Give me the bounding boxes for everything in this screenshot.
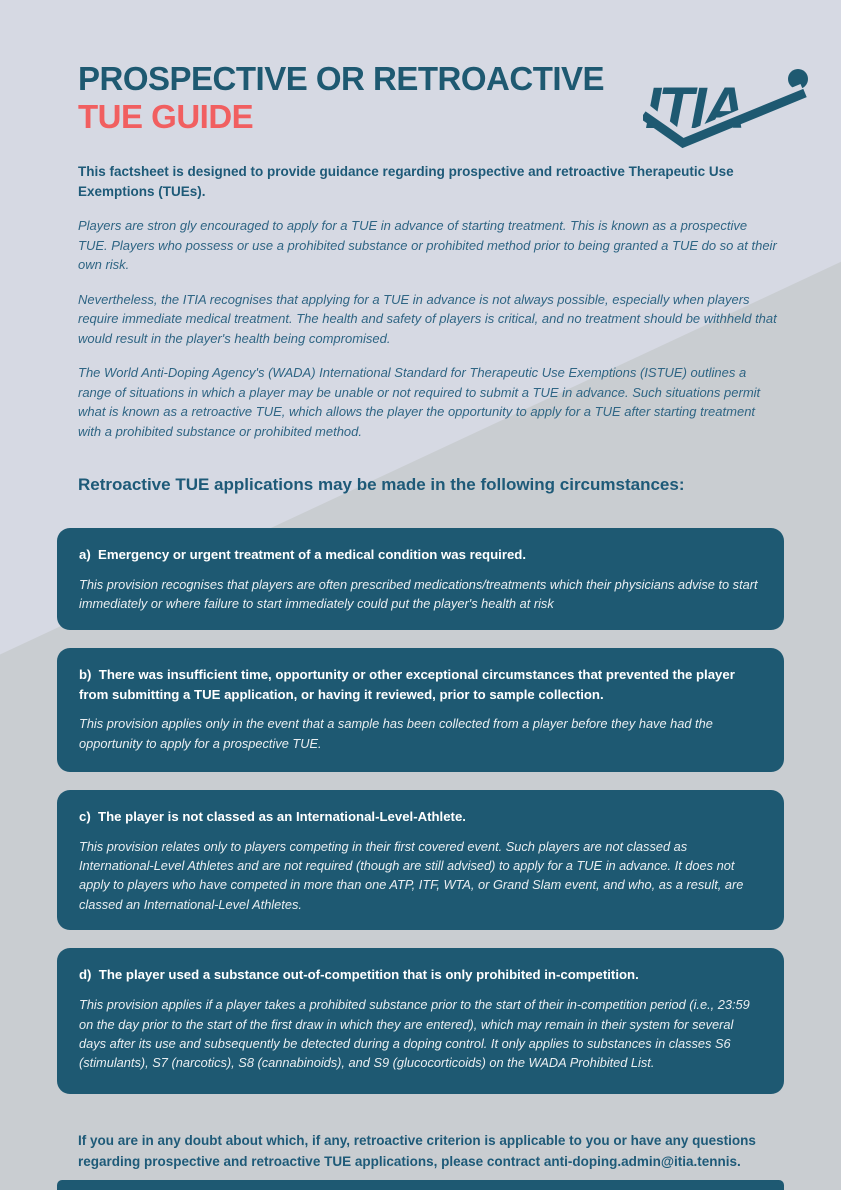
card-d-out-of-competition bbox=[57, 948, 784, 1094]
intro-paragraph: This factsheet is designed to provide guidance regarding prospective and retroactive Therapeutic Use Exemptions (TUEs). bbox=[78, 164, 734, 199]
content-column bbox=[57, 0, 784, 1190]
card-a-body: This provision recognises that players are often prescribed medications/treatments which their physicians advise to start immediately or where failure to start immediately could put the player's health at risk bbox=[79, 576, 758, 612]
card-a-emergency bbox=[57, 528, 784, 630]
paragraph-wada: The World Anti-Doping Agency's (WADA) International Standard for Therapeutic Use Exemptions (ISTUE) outlines a range of situations in which a player may be unable or not required to submit a TUE in advance. Such situations permit what is known as a retroactive TUE, which allows the player the opportunity to apply for a TUE after starting treatment with a prohibited substance or prohibited method. bbox=[78, 365, 764, 439]
footer-accent-bar bbox=[57, 1180, 784, 1190]
paragraph-prospective: Players are stron gly encouraged to apply for a TUE in advance of starting treatment. This is known as a prospective TUE. Players who possess or use a prohibited substance or prohibited method prior to being granted a TUE do so at their own risk. bbox=[78, 218, 781, 273]
closing-contact-paragraph: If you are in any doubt about which, if any, retroactive criterion is applicable to you or have any questions regarding prospective and retroactive TUE applications, please contract anti-doping.admin@itia.tennis. bbox=[78, 1133, 756, 1169]
card-b-body: This provision applies only in the event that a sample has been collected from a player before they have had the opportunity to apply for a prospective TUE. bbox=[79, 716, 713, 751]
card-d-heading: d) The player used a substance out-of-competition that is only prohibited in-competition. bbox=[79, 967, 639, 983]
card-a-heading: a) Emergency or urgent treatment of a medical condition was required. bbox=[79, 547, 527, 563]
page-title bbox=[78, 60, 784, 136]
paragraph-nevertheless: Nevertheless, the ITIA recognises that applying for a TUE in advance is not always possible, especially when players require immediate medical treatment. The health and safety of players is critical, and no treatment should be withheld that would result in the player's health being compromised. bbox=[78, 291, 781, 346]
card-d-body: This provision applies if a player takes a prohibited substance prior to the start of their in-competition period (i.e., 23:59 on the day prior to the start of the first draw in which they are entered), which may remain in their system for several days after its use and subsequently be detected during a doping control. It only applies to substances in classes S6 (stimulants), S7 (narcotics), S8 (cannabinoids), and S9 (glucocorticoids) on the WADA Prohibited List. bbox=[79, 997, 750, 1071]
card-c-not-international-level bbox=[57, 790, 784, 931]
card-b-heading: b) There was insufficient time, opportunity or other exceptional circumstances that prevented the player from submitting a TUE application, or having it reviewed, prior to sample collection. bbox=[79, 666, 739, 702]
card-b-insufficient-time bbox=[57, 648, 784, 772]
svg-text:ITIA: ITIA bbox=[645, 76, 743, 141]
title-line-1: PROSPECTIVE OR RETROACTIVE bbox=[78, 60, 605, 97]
title-line-2: TUE GUIDE bbox=[78, 98, 254, 135]
card-c-heading: c) The player is not classed as an International-Level-Athlete. bbox=[79, 808, 466, 824]
section-heading: Retroactive TUE applications may be made in the following circumstances: bbox=[78, 475, 685, 495]
card-c-body: This provision relates only to players competing in their first covered event. Such players are not classed as International-Level Athletes and are not required (though are still advised) to apply for a TUE in advance. It does not apply to players who have competed in more than one ATP, ITF, WTA, or Grand Slam event, and who, as a result, are classed an International-Level Athletes. bbox=[79, 838, 744, 912]
